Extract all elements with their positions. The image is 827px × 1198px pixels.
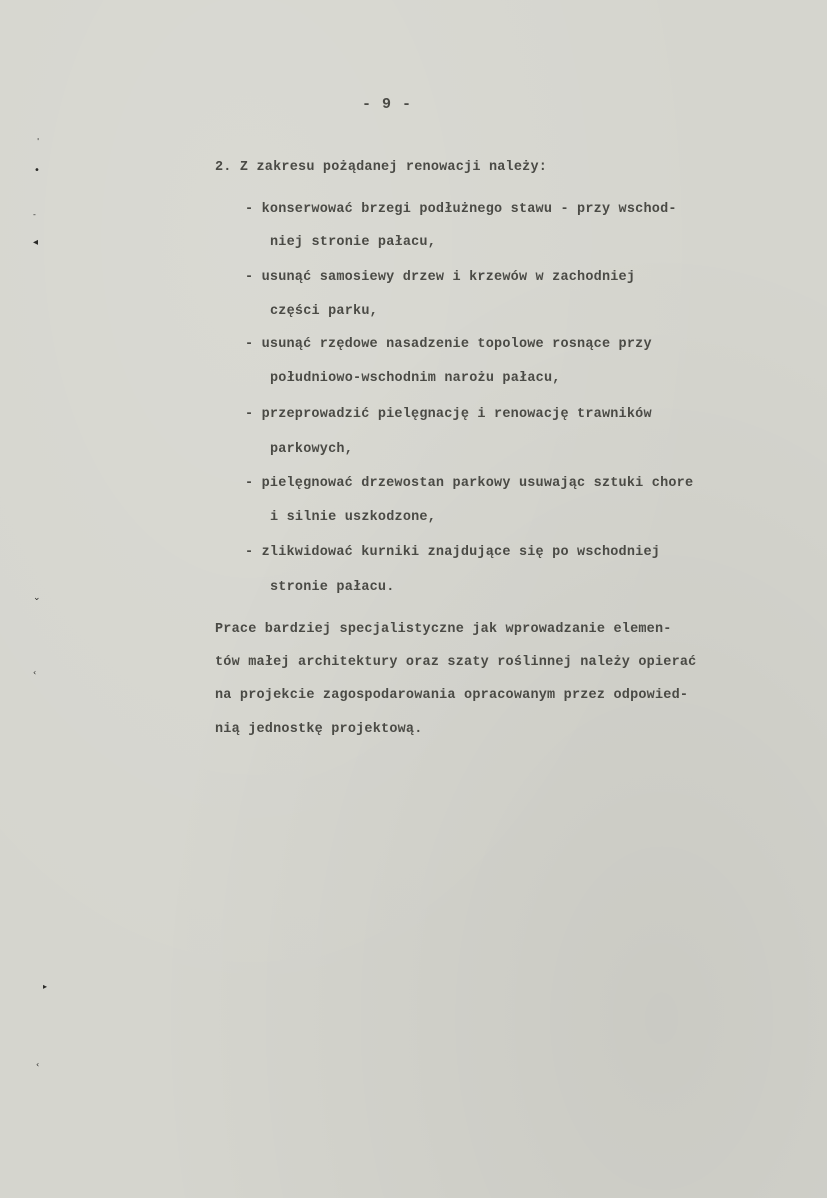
paragraph-line: na projekcie zagospodarowania opracowanym przez odpowied-: [215, 688, 689, 703]
list-item-line: stronie pałacu.: [270, 580, 395, 595]
paragraph-line: tów małej architektury oraz szaty roślinnej należy opierać: [215, 655, 697, 670]
list-item-line: - usunąć rzędowe nasadzenie topolowe rosnące przy: [245, 337, 652, 352]
margin-mark: ': [37, 137, 40, 146]
list-item-line: - przeprowadzić pielęgnację i renowację trawników: [245, 407, 652, 422]
margin-mark: ‹: [36, 1060, 40, 1069]
margin-mark: ‹: [33, 668, 37, 677]
section-heading: 2. Z zakresu pożądanej renowacji należy:: [215, 160, 548, 175]
page-number: - 9 -: [362, 96, 413, 113]
margin-mark: ◂: [33, 237, 39, 248]
list-item-line: - pielęgnować drzewostan parkowy usuwając sztuki chore: [245, 476, 694, 491]
list-item-line: niej stronie pałacu,: [270, 235, 437, 250]
list-item-line: - zlikwidować kurniki znajdujące się po wschodniej: [245, 545, 661, 560]
margin-mark: •: [34, 165, 40, 176]
list-item-line: i silnie uszkodzone,: [270, 510, 437, 525]
margin-mark: -: [33, 210, 36, 219]
list-item-line: - usunąć samosiewy drzew i krzewów w zachodniej: [245, 270, 636, 285]
list-item-line: parkowych,: [270, 442, 354, 457]
list-item-line: - konserwować brzegi podłużnego stawu - przy wschod-: [245, 202, 677, 217]
margin-mark: ⌄: [33, 593, 41, 603]
margin-mark: ▸: [43, 982, 48, 991]
paragraph-line: nią jednostkę projektową.: [215, 722, 423, 737]
list-item-line: południowo-wschodnim narożu pałacu,: [270, 371, 561, 386]
list-item-line: części parku,: [270, 304, 378, 319]
paragraph-line: Prace bardziej specjalistyczne jak wprowadzanie elemen-: [215, 622, 672, 637]
